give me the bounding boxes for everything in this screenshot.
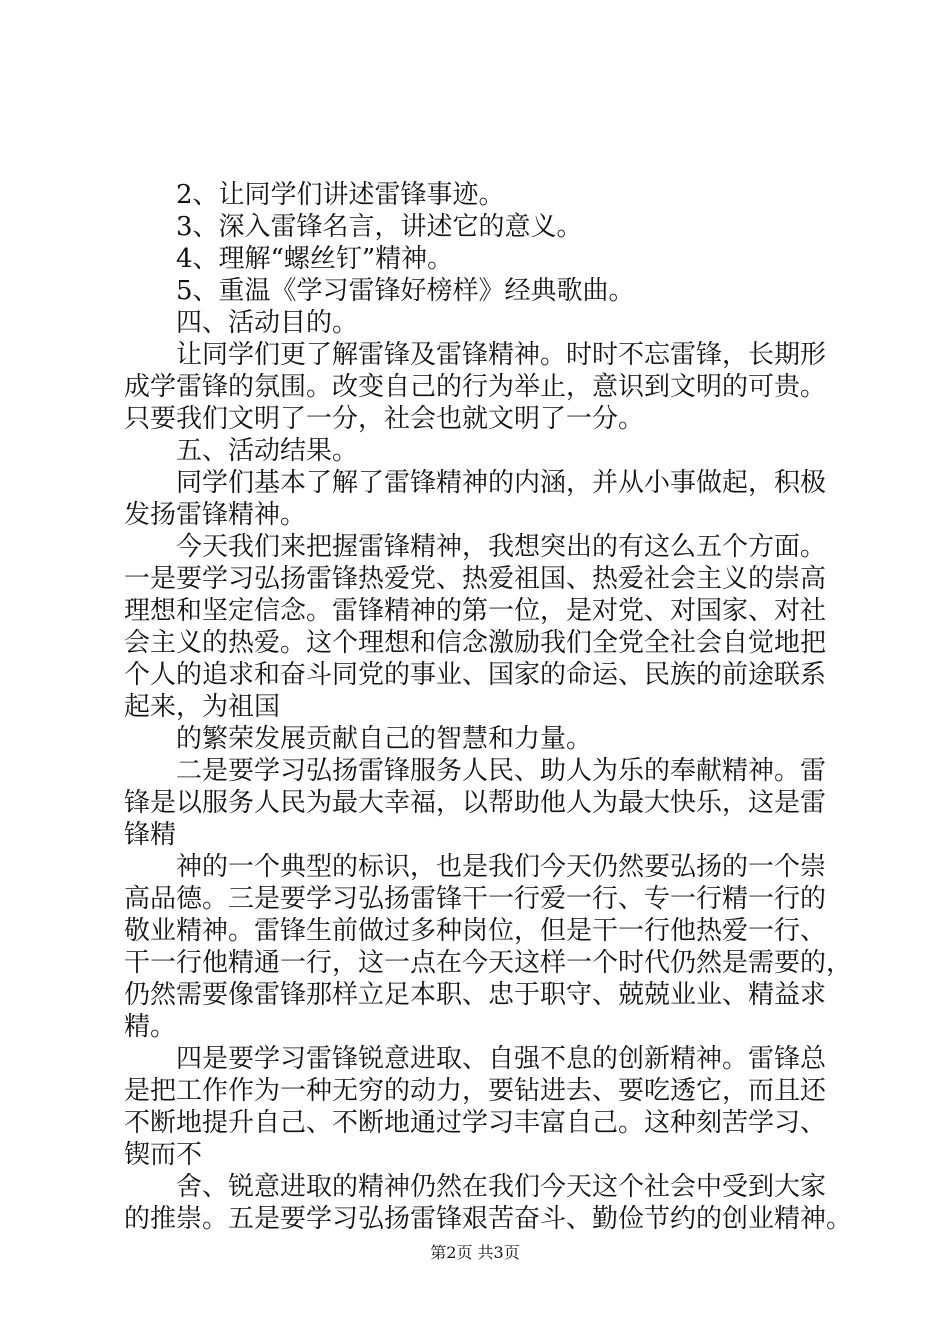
text-line: 发扬雷锋精神。 xyxy=(124,500,307,530)
text-line: 只要我们文明了一分，社会也就文明了一分。 xyxy=(124,404,645,434)
text-line: 4、理解“螺丝钉”精神。 xyxy=(176,244,454,274)
text-line: 精。 xyxy=(124,1012,177,1042)
section-heading: 五、活动结果。 xyxy=(176,436,359,466)
text-line: 神的一个典型的标识，也是我们今天仍然要弘扬的一个崇 xyxy=(176,852,827,882)
text-line: 舍、锐意进取的精神仍然在我们今天这个社会中受到大家 xyxy=(176,1172,827,1202)
section-heading: 四、活动目的。 xyxy=(176,308,359,338)
text-line: 干一行他精通一行，这一点在今天这样一个时代仍然是需要的， xyxy=(124,948,853,978)
text-line: 5、重温《学习雷锋好榜样》经典歌曲。 xyxy=(176,276,635,306)
text-line: 今天我们来把握雷锋精神，我想突出的有这么五个方面。 xyxy=(176,532,827,562)
page-number-footer: 第2页 共3页 xyxy=(430,1243,520,1262)
text-line: 四是要学习雷锋锐意进取、自强不息的创新精神。雷锋总 xyxy=(176,1044,827,1074)
text-line: 的推崇。五是要学习弘扬雷锋艰苦奋斗、勤俭节约的创业精神。 xyxy=(124,1204,853,1234)
text-line: 锋精 xyxy=(124,820,177,850)
text-line: 是把工作作为一种无穷的动力，要钻进去、要吃透它，而且还 xyxy=(124,1076,827,1106)
text-line: 起来，为祖国 xyxy=(124,692,281,722)
text-line: 理想和坚定信念。雷锋精神的第一位，是对党、对国家、对社 xyxy=(124,596,827,626)
text-line: 不断地提升自己、不断地通过学习丰富自己。这种刻苦学习、 xyxy=(124,1108,827,1138)
text-line: 高品德。三是要学习弘扬雷锋干一行爱一行、专一行精一行的 xyxy=(124,884,827,914)
text-line: 成学雷锋的氛围。改变自己的行为举止，意识到文明的可贵。 xyxy=(124,372,827,402)
text-line: 3、深入雷锋名言，讲述它的意义。 xyxy=(176,212,583,242)
text-line: 仍然需要像雷锋那样立足本职、忠于职守、兢兢业业、精益求 xyxy=(124,980,827,1010)
text-line: 同学们基本了解了雷锋精神的内涵，并从小事做起，积极 xyxy=(176,468,827,498)
text-line: 让同学们更了解雷锋及雷锋精神。时时不忘雷锋，长期形 xyxy=(176,340,827,370)
text-line: 二是要学习弘扬雷锋服务人民、助人为乐的奉献精神。雷 xyxy=(176,756,827,786)
text-line: 个人的追求和奋斗同党的事业、国家的命运、民族的前途联系 xyxy=(124,660,827,690)
text-line: 会主义的热爱。这个理想和信念激励我们全党全社会自觉地把 xyxy=(124,628,827,658)
text-line: 2、让同学们讲述雷锋事迹。 xyxy=(176,180,505,210)
text-line: 锲而不 xyxy=(124,1140,203,1170)
text-line: 锋是以服务人民为最大幸福，以帮助他人为最大快乐，这是雷 xyxy=(124,788,827,818)
text-line: 敬业精神。雷锋生前做过多种岗位，但是干一行他热爱一行、 xyxy=(124,916,827,946)
text-line: 的繁荣发展贡献自己的智慧和力量。 xyxy=(176,724,593,754)
text-line: 一是要学习弘扬雷锋热爱党、热爱祖国、热爱社会主义的崇高 xyxy=(124,564,827,594)
